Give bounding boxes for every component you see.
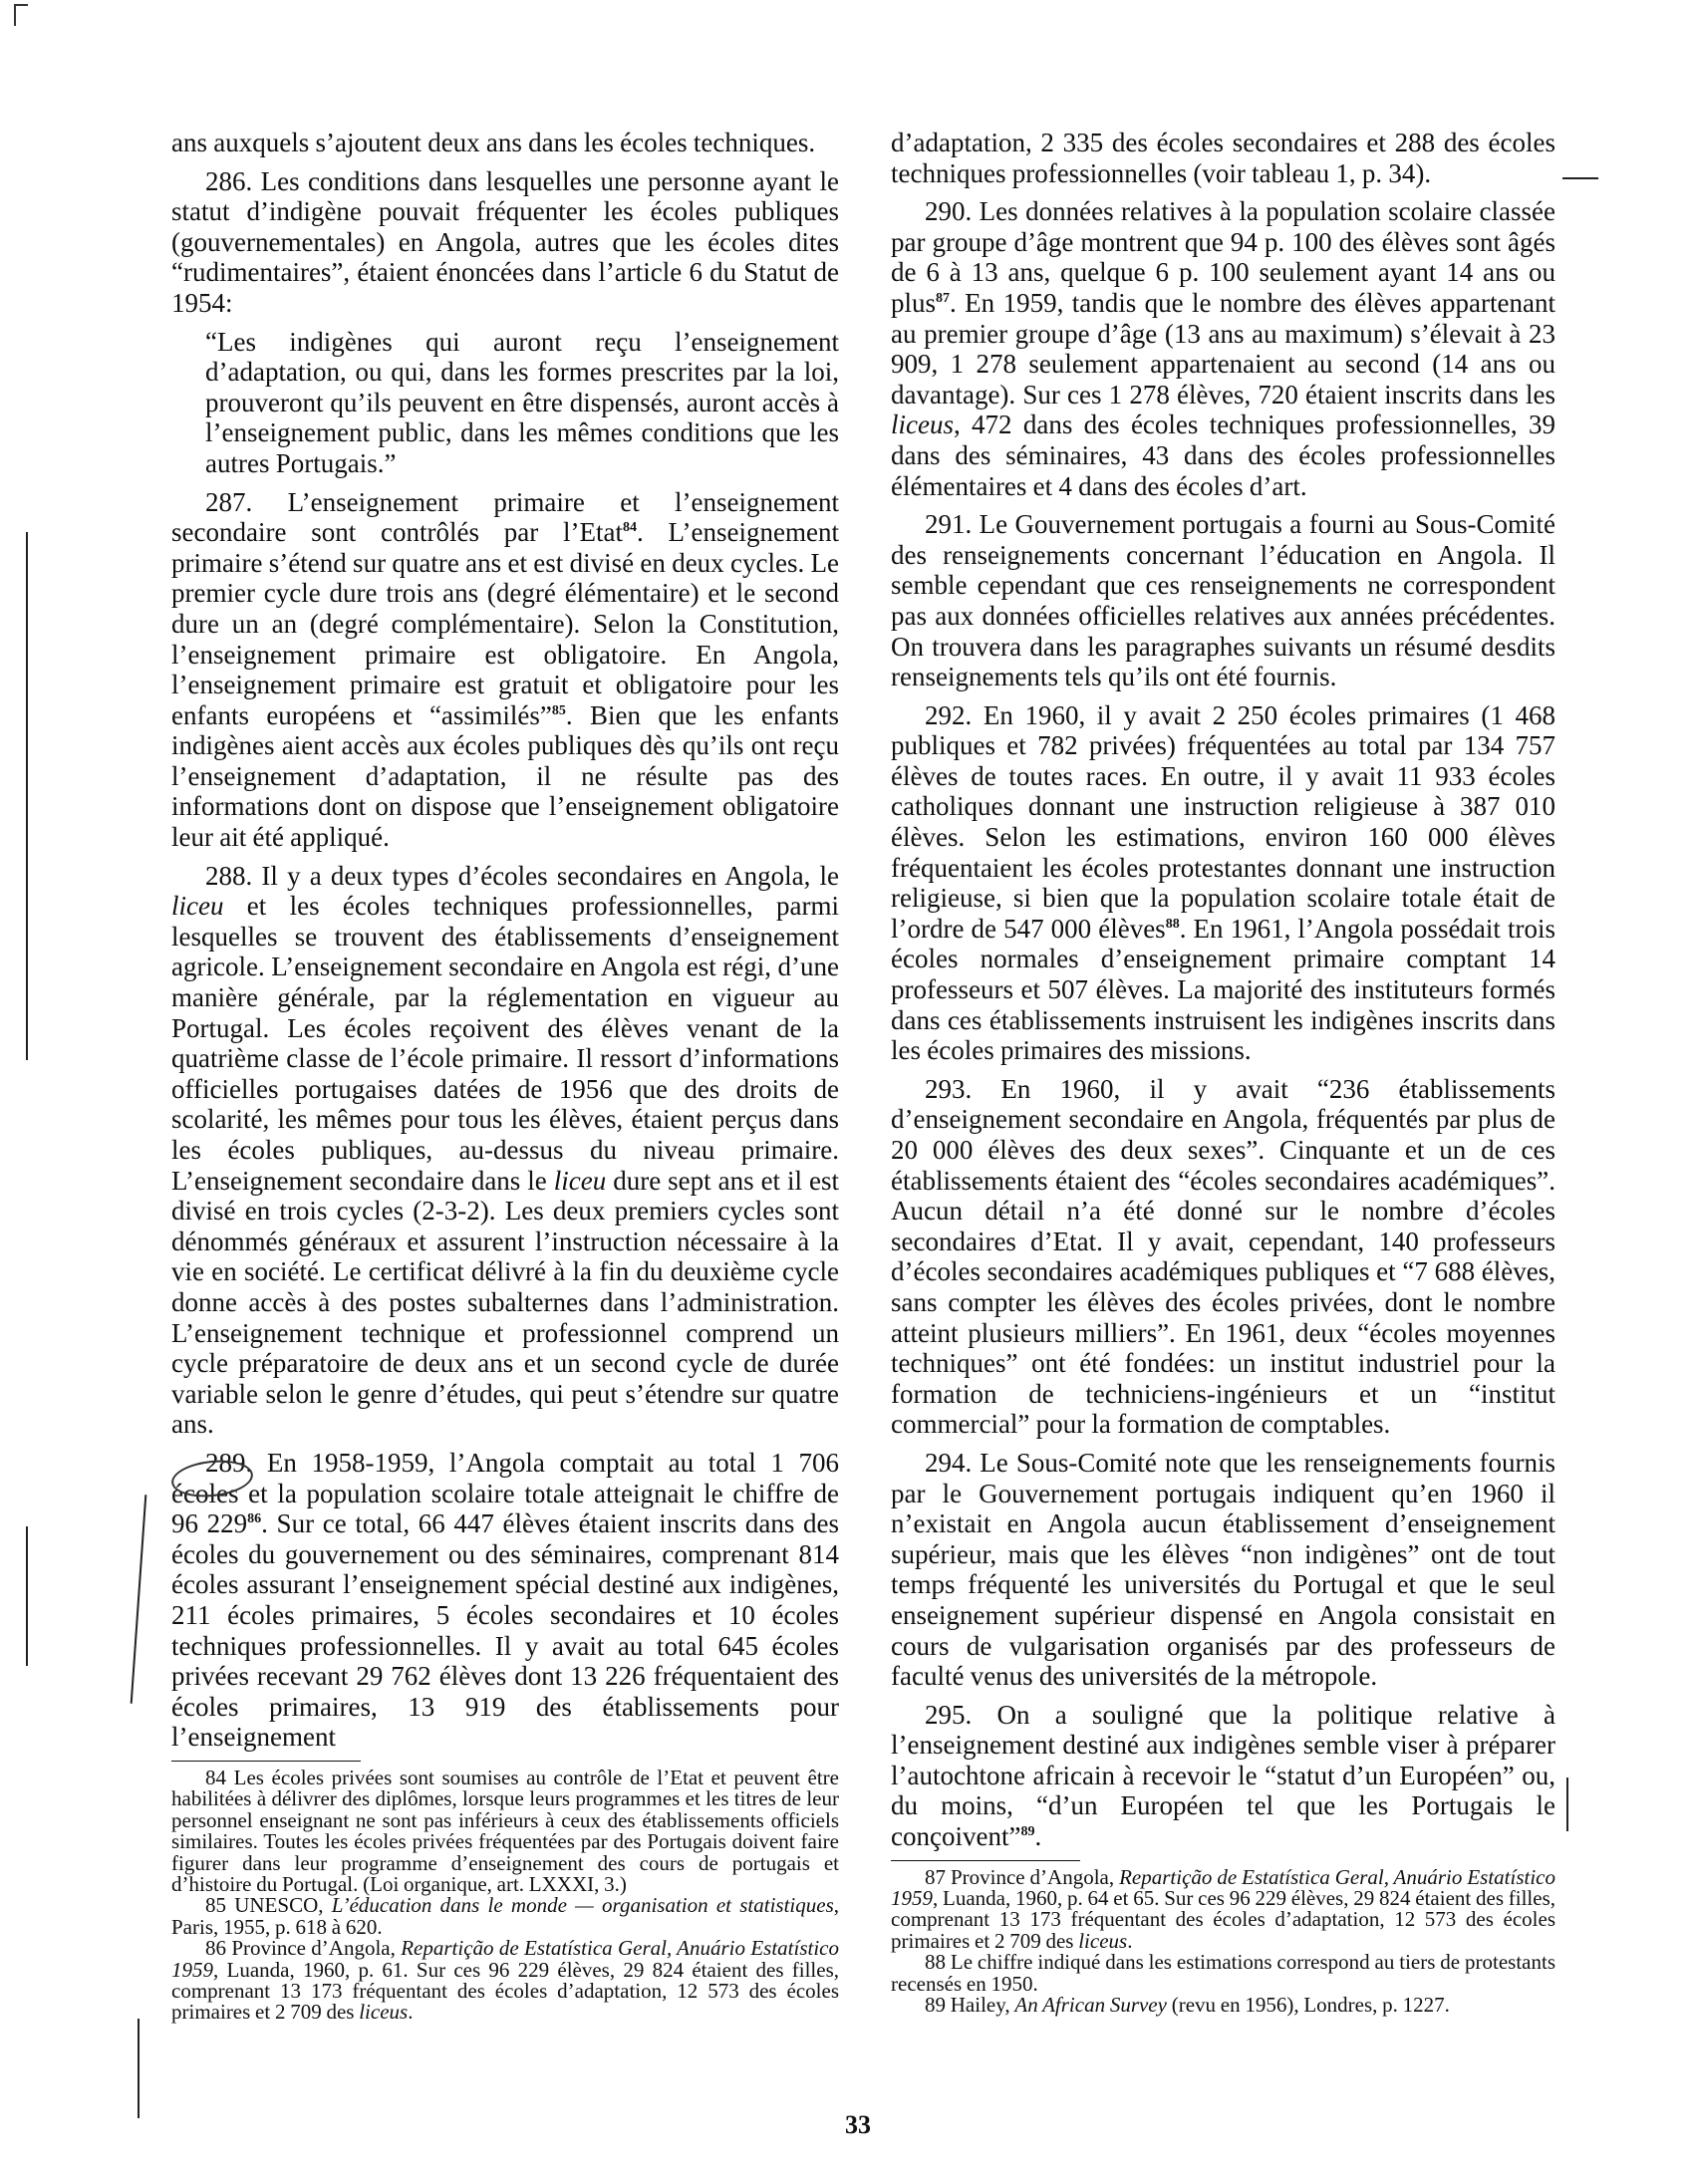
paragraph-290-text-a: 290. Les données relatives à la population scolaire classée par groupe d’âge montrent que 94 p. 100 des élèves sont âgés de 6 à 13 ans, quelque 6 p. 100 seulement ayant 14 ans ou plus — [891, 196, 1555, 318]
footnote-85-title: L’éducation dans le monde — organisation et statistiques — [331, 1893, 834, 1918]
right-footnotes — [891, 1864, 1555, 2018]
paragraph-288-text-c: dure sept ans et il est divisé en trois cycles (2-3-2). Les deux premiers cycles sont dénommés généraux et assurent l’instruction nécessaire à la vie en société. Le certificat délivré à la fin du deuxième cycle donne accès à des postes subalternes dans l’administration. L’enseignement technique et professionnel comprend un cycle préparatoire de deux ans et un second cycle de durée variable selon le genre d’études, qui peut s’étendre sur quatre ans. — [171, 1165, 839, 1440]
paragraph-287 — [171, 487, 839, 853]
footnote-89-text-a: 89 Hailey, — [925, 1993, 1015, 2018]
footnote-89-title: An African Survey — [1014, 1993, 1167, 2018]
footnote-87-title: Repartição de Estatística Geral, Anuário Estatístico 1959 — [891, 1864, 1555, 1911]
footnote-88: 88 Le chiffre indiqué dans les estimations correspond au tiers de protestants recensés en 1950. — [891, 1950, 1555, 1996]
liceu-term: liceu — [553, 1165, 607, 1196]
paragraph-288-text-a: 288. Il y a deux types d’écoles secondaires en Angola, le — [205, 860, 839, 891]
footnote-85-text-a: 85 UNESCO, — [205, 1893, 332, 1918]
paragraph-291: 291. Le Gouvernement portugais a fourni au Sous-Comité des renseignements concernant l’éducation en Angola. Il semble cependant que ces renseignements ne correspondent pas aux données officielles relatives aux années précédentes. On trouvera dans les paragraphes suivants un résumé desdits renseignements tels qu’ils ont été fournis. — [891, 509, 1555, 692]
paragraph-292 — [891, 700, 1555, 1066]
footnote-ref-88[interactable]: 88 — [1165, 916, 1180, 932]
footnote-85-text-b: , Paris, 1955, p. 618 à 620. — [171, 1893, 839, 1939]
footnote-separator — [891, 1860, 1080, 1861]
left-column — [171, 128, 839, 2024]
footnote-86 — [171, 1938, 839, 2024]
paragraph-293: 293. En 1960, il y avait “236 établissements d’enseignement secondaire en Angola, fréquentés par plus de 20 000 élèves des deux sexes”. Cinquante et un de ces établissements étaient des “écoles secondaires académiques”. Aucun détail n’a été donné sur le nombre d’écoles secondaires d’Etat. Il y avait, cependant, 140 professeurs d’écoles secondaires académiques publiques et “7 688 élèves, sans compter les élèves des écoles privées, dont le nombre atteint plusieurs milliers”. En 1961, deux “écoles moyennes techniques” ont été fondées: un institut industriel pour la formation de techniciens-ingénieurs et un “institut commercial” pour la formation de comptables. — [891, 1073, 1555, 1440]
paragraph-288 — [171, 861, 839, 1440]
paragraph-287-text-b: . L’enseignement primaire s’étend sur quatre ans et est divisé en deux cycles. Le premier cycle dure trois ans (degré élémentaire) et le second dure un an (degré complémentaire). Selon la Constitution, l’enseignement primaire est obligatoire. En Angola, l’enseignement primaire est gratuit et obligatoire pour les enfants européens et “assimilés” — [171, 517, 839, 730]
margin-line-mark — [26, 532, 28, 1060]
paragraph-294: 294. Le Sous-Comité note que les renseignements fournis par le Gouvernement portugais indiquent qu’en 1960 il n’existait en Angola aucun établissement d’enseignement supérieur, mais que les élèves “non indigènes” ont de tout temps fréquenté les universités du Portugal et que le seul enseignement supérieur dispensé en Angola consistait en cours de vulgarisation organisés par des professeurs de faculté venus des universités de la métropole. — [891, 1447, 1555, 1692]
margin-bracket-mark — [138, 2019, 140, 2118]
margin-paren-mark — [1566, 1777, 1568, 1831]
margin-bracket-mark — [131, 1495, 147, 1704]
paragraph-290-text-b: . En 1959, tandis que le nombre des élèves appartenant au premier groupe d’âge (13 ans au maximum) s’élevait à 23 909, 1 278 seulement appartenaient au second (14 ans ou davantage). Sur ces 1 278 élèves, 720 étaient inscrits dans les — [891, 287, 1555, 410]
footnote-86-text-b: , Luanda, 1960, p. 61. Sur ces 96 229 élèves, 29 824 étaient des filles, comprenant 13 173 fréquentant des écoles d’adaptation, 12 573 des écoles primaires et 2 709 des — [171, 1957, 839, 2025]
footnote-86-title: Repartição de Estatística Geral, Anuário Estatístico 1959 — [171, 1936, 839, 1982]
paragraph-287-text-c: . Bien que les enfants indigènes aient accès aux écoles publiques dès qu’ils ont reçu l’enseignement d’adaptation, il ne résulte pas des informations dont on dispose que l’enseignement obligatoire leur ait été appliqué. — [171, 699, 839, 853]
margin-dash-mark — [1562, 177, 1598, 179]
paragraph-289-text-a: 289. En 1958-1959, l’Angola comptait au total 1 706 écoles et la population scolaire totale atteignait le chiffre de 96 229 — [171, 1447, 839, 1539]
paragraph-289-continuation: d’adaptation, 2 335 des écoles secondaires et 288 des écoles techniques professionnelles (voir tableau 1, p. 34). — [891, 128, 1555, 188]
footnote-87-text-a: 87 Province d’Angola, — [925, 1864, 1120, 1889]
paragraph-295-text-a: 295. On a souligné que la politique relative à l’enseignement destiné aux indigènes semble viser à préparer l’autochtone africain à recevoir le “statut d’un Européen” ou, du moins, “d’un Européen tel que les Portugais le conçoivent” — [891, 1699, 1555, 1852]
right-column — [891, 128, 1555, 2017]
footnote-separator — [171, 1761, 361, 1762]
corner-scan-mark-horizontal — [14, 4, 28, 6]
corner-scan-mark — [14, 4, 16, 26]
paragraph-289-text-b: . Sur ce total, 66 447 élèves étaient inscrits dans des écoles du gouvernement ou des séminaires, comprenant 814 écoles assurant l’enseignement spécial destiné aux indigènes, 211 écoles primaires, 5 écoles secondaires et 10 écoles techniques professionnelles. Il y avait au total 645 écoles privées recevant 29 762 élèves dont 13 226 fréquentaient des écoles primaires, 13 919 des établissements pour l’enseignement — [171, 1508, 840, 1753]
footnote-ref-89[interactable]: 89 — [1020, 1824, 1035, 1840]
footnote-84: 84 Les écoles privées sont soumises au contrôle de l’Etat et peuvent être habilitées à délivrer des diplômes, lorsque leurs programmes et les titres de leur personnel enseignant ne sont pas inférieurs à ceux des établissements officiels similaires. Toutes les écoles privées fréquentées par des Portugais doivent faire figurer dans leur programme d’enseignement des cours de portugais et d’histoire du Portugal. (Loi organique, art. LXXXI, 3.) — [171, 1765, 839, 1896]
footnote-89-text-b: (revu en 1956), Londres, p. 1227. — [1166, 1993, 1450, 2018]
paragraph-287-text-a: 287. L’enseignement primaire et l’enseignement secondaire sont contrôlés par l’Etat — [171, 486, 839, 548]
paragraph-292-text-a: 292. En 1960, il y avait 2 250 écoles primaires (1 468 publiques et 782 privées) fréquentées au total par 134 757 élèves de toutes races. En outre, il y avait 11 933 écoles catholiques donnant une instruction religieuse à 387 010 élèves. Selon les estimations, environ 160 000 élèves fréquentaient les écoles protestantes donnant une instruction religieuse, si bien que la population scolaire totale était de l’ordre de 547 000 élèves — [891, 699, 1555, 944]
paragraph-290 — [891, 196, 1555, 501]
paragraph-292-text-b: . En 1961, l’Angola possédait trois écoles normales d’enseignement primaire comptant 14 professeurs et 507 élèves. La majorité des instituteurs formés dans ces établissements instruisent les indigènes inscrits dans les écoles primaires des missions. — [891, 913, 1555, 1066]
paragraph-289 — [171, 1448, 839, 1753]
statute-quote: “Les indigènes qui auront reçu l’enseignement d’adaptation, ou qui, dans les formes prescrites par la loi, prouveront qu’ils peuvent en être dispensés, auront accès à l’enseignement public, dans les mêmes conditions que les autres Portugais.” — [205, 326, 839, 478]
footnote-ref-84[interactable]: 84 — [623, 520, 637, 536]
footnote-86-text-c: . — [408, 2000, 414, 2025]
footnote-ref-85[interactable]: 85 — [551, 702, 566, 718]
liceu-term: liceu — [171, 891, 224, 922]
liceus-term: liceus — [891, 410, 954, 440]
footnote-87-text-c: . — [1127, 1928, 1133, 1953]
footnote-87-text-b: , Luanda, 1960, p. 64 et 65. Sur ces 96 229 élèves, 29 824 étaient des filles, comprenant 13 173 fréquentant des écoles d’adaptation, 12 573 des écoles primaires et 2 709 des — [891, 1886, 1555, 1953]
page-number: 33 — [845, 2110, 871, 2139]
paragraph-295 — [891, 1700, 1555, 1852]
paragraph-290-text-c: , 472 dans des écoles techniques professionnelles, 39 dans des séminaires, 43 dans des écoles professionnelles élémentaires et 4 dans des écoles d’art. — [891, 410, 1555, 501]
footnote-ref-87[interactable]: 87 — [936, 290, 951, 306]
liceus-term: liceus — [359, 2000, 409, 2025]
paragraph-286: 286. Les conditions dans lesquelles une personne ayant le statut d’indigène pouvait fréquenter les écoles publiques (gouvernementales) en Angola, autres que les écoles dites “rudimentaires”, étaient énoncées dans l’article 6 du Statut de 1954: — [171, 165, 839, 318]
paragraph-288-text-b: et les écoles techniques professionnelles, parmi lesquelles se trouvent des établissements d’enseignement agricole. L’enseignement secondaire en Angola est régi, d’une manière générale, par la réglementation en vigueur au Portugal. Les écoles reçoivent des élèves venant de la quatrième classe de l’école primaire. Il ressort d’informations officielles portugaises datées de 1956 que des droits de scolarité, les mêmes pour tous les élèves, étaient perçus dans les écoles publiques, au-dessus du niveau primaire. L’enseignement secondaire dans le — [171, 891, 839, 1196]
margin-line-mark — [26, 1526, 28, 1666]
footnote-85 — [171, 1895, 839, 1938]
left-footnotes — [171, 1765, 839, 2025]
footnote-86-text-a: 86 Province d’Angola, — [205, 1936, 402, 1961]
paragraph-295-text-b: . — [1034, 1821, 1042, 1852]
footnote-ref-86[interactable]: 86 — [247, 1511, 262, 1527]
liceus-term: liceus — [1078, 1928, 1128, 1953]
footnote-89 — [891, 1995, 1555, 2016]
paragraph-285-continuation: ans auxquels s’ajoutent deux ans dans les écoles techniques. — [171, 128, 816, 157]
footnote-87 — [891, 1864, 1555, 1953]
